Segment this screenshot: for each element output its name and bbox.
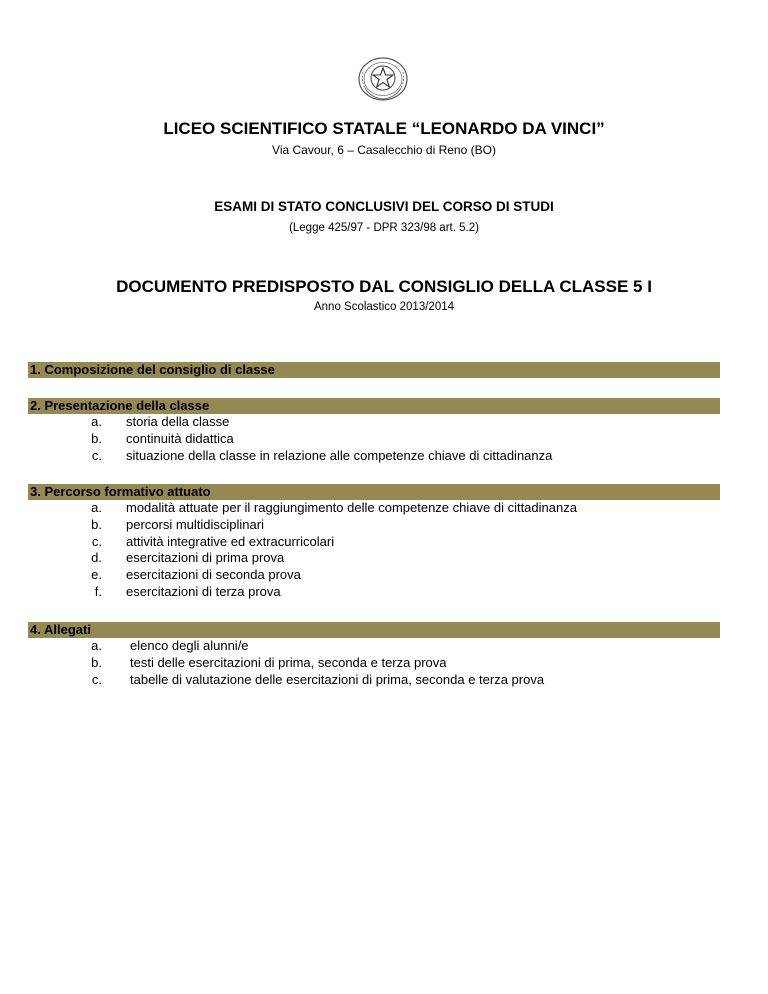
section-heading: 1. Composizione del consiglio di classe <box>28 362 720 378</box>
list-item: b. percorsi multidisciplinari <box>91 516 264 532</box>
list-item: c. tabelle di valutazione delle esercitazioni di prima, seconda e terza prova <box>91 671 545 687</box>
list-item: a. elenco degli alunni/e <box>91 638 249 653</box>
list-item: a. modalità attuate per il raggiungimento delle competenze chiave di cittadinanza <box>91 500 577 515</box>
school-name: LICEO SCIENTIFICO STATALE “LEONARDO DA VINCI” <box>163 119 605 138</box>
section-heading: 2. Presentazione della classe <box>28 398 720 414</box>
list-item: c. attività integrative ed extracurricolari <box>91 533 335 549</box>
school-address: Via Cavour, 6 – Casalecchio di Reno (BO) <box>272 143 496 157</box>
section-percorso <box>28 484 720 601</box>
list-item: b. testi delle esercitazioni di prima, seconda e terza prova <box>91 654 447 670</box>
exam-title: ESAMI DI STATO CONCLUSIVI DEL CORSO DI STUDI <box>214 199 554 214</box>
law-reference: (Legge 425/97 - DPR 323/98 art. 5.2) <box>289 222 479 234</box>
school-year: Anno Scolastico 2013/2014 <box>313 301 455 313</box>
list-item: e. esercitazioni di seconda prova <box>91 567 301 583</box>
section-allegati <box>28 622 720 688</box>
list-item: f. esercitazioni di terza prova <box>94 583 281 599</box>
section-heading: 3. Percorso formativo attuato <box>28 484 720 500</box>
list-item: b. continuità didattica <box>91 430 234 446</box>
italian-republic-emblem-icon <box>357 56 409 102</box>
list-item: c. situazione della classe in relazione alle competenze chiave di cittadinanza <box>91 447 553 463</box>
section-heading: 4. Allegati <box>28 622 720 638</box>
list-item: a. storia della classe <box>91 414 230 429</box>
section-presentazione <box>28 398 720 464</box>
document-title: DOCUMENTO PREDISPOSTO DAL CONSIGLIO DELLA CLASSE 5 I <box>116 277 652 296</box>
list-item: d. esercitazioni di prima prova <box>91 550 285 566</box>
section-composizione <box>28 362 720 378</box>
